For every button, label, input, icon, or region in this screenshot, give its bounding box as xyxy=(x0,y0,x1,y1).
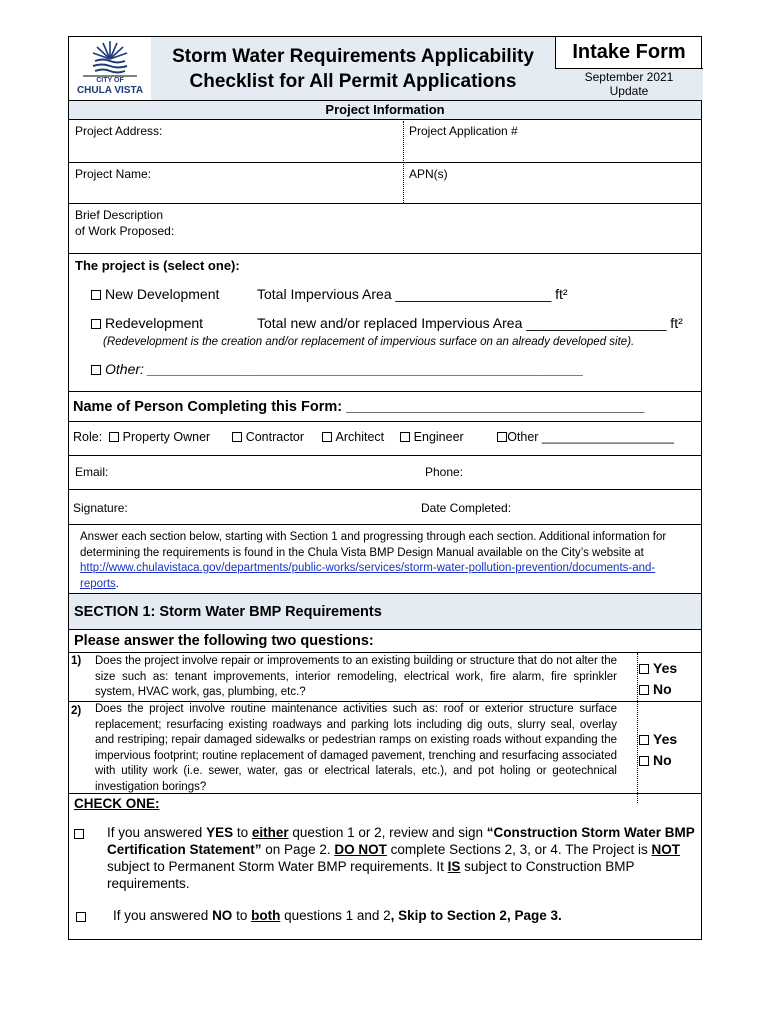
email-field[interactable] xyxy=(119,461,409,483)
bmp-manual-link[interactable]: http://www.chulavistaca.gov/departments/public-works/services/storm-water-pollution-prevention/documents-and-reports xyxy=(80,562,656,590)
date-completed-field[interactable] xyxy=(519,495,689,519)
role-contractor[interactable] xyxy=(232,430,304,444)
divider xyxy=(69,652,701,653)
text: If you answered xyxy=(107,825,207,840)
title-line-2: Checklist for All Permit Applications xyxy=(189,71,517,92)
new-development-checkbox[interactable] xyxy=(91,290,101,300)
redevelopment-label: Redevelopment xyxy=(105,315,204,331)
certification-title: “Construction Storm Water BMP Certification Statement” xyxy=(107,825,695,857)
role-option-label: Architect xyxy=(335,430,385,444)
role-checkbox[interactable] xyxy=(232,432,242,442)
project-name-field[interactable] xyxy=(149,180,399,202)
text: question 1 or 2, review and sign xyxy=(288,825,487,840)
question-2-text: Does the project involve routine maintenance activities such as: roof or exterior structure surface replacement; resurfacing existing roadways and parking lots including dig outs, slurry seal, overlay and restriping; repair damaged sidewalks or pedestrian ramps on existing roads without expanding the impervious footprint; routine replacement of damaged pavement, trenching and resurfacing associated with utility work (i.e. sewer, water, gas or electrical laterals, etc.), and pot holing or geotechnical investigation borings? xyxy=(95,703,617,793)
emphasis: NOT xyxy=(651,842,680,857)
text: questions 1 and 2 xyxy=(280,908,391,923)
yes-label: Yes xyxy=(653,731,678,747)
emphasis: DO NOT xyxy=(334,842,387,857)
section1-heading xyxy=(69,593,701,630)
emphasis: either xyxy=(251,825,289,840)
answer-divider xyxy=(637,653,638,803)
question-1-text: Does the project involve repair or improvements to an existing building or structure that do not alter the size such as: tenant improvements, interior remodeling, electrical work, fire alarm, fire sprinkler system, HVAC work, gas, plumbing, etc.? xyxy=(95,655,617,699)
question-1-number: 1) xyxy=(71,655,82,667)
option-2-checkbox-wrap[interactable] xyxy=(76,908,90,926)
divider xyxy=(69,391,701,392)
new-development-option[interactable] xyxy=(91,286,219,302)
divider xyxy=(69,162,701,163)
divider xyxy=(69,489,701,490)
apn-label: APN(s) xyxy=(409,167,448,181)
divider xyxy=(69,421,701,422)
role-checkbox[interactable] xyxy=(497,432,507,442)
form-type-box xyxy=(555,37,703,100)
text: subject to Construction BMP requirements. xyxy=(107,859,635,891)
option-2-text xyxy=(113,907,693,924)
role-other[interactable] xyxy=(497,430,674,444)
description-label-2: of Work Proposed: xyxy=(75,224,175,238)
city-logo xyxy=(69,37,152,100)
project-application-label: Project Application # xyxy=(409,124,518,138)
emphasis: NO xyxy=(212,908,233,923)
role-option-label: Other ___________________ xyxy=(507,430,675,444)
description-field[interactable] xyxy=(189,207,689,251)
question-2-no[interactable] xyxy=(639,750,672,771)
new-development-area: Total Impervious Area ____________________ ft² xyxy=(257,286,568,302)
project-type-prompt: The project is (select one): xyxy=(75,258,240,273)
project-application-field[interactable] xyxy=(414,137,684,161)
text: to xyxy=(232,908,252,923)
section1-title: SECTION 1: Storm Water BMP Requirements xyxy=(74,604,382,620)
option-1-checkbox[interactable] xyxy=(74,829,84,839)
role-label: Role: xyxy=(73,430,103,444)
text: complete Sections 2, 3, or 4. The Project is xyxy=(386,842,652,857)
check-one-label: CHECK ONE: xyxy=(74,796,160,811)
redevelopment-note: (Redevelopment is the creation and/or replacement of impervious surface on an already developed site). xyxy=(103,336,635,348)
yes-label: Yes xyxy=(653,660,678,676)
other-checkbox[interactable] xyxy=(91,365,101,375)
text: on Page 2. xyxy=(261,842,335,857)
section1-prompt: Please answer the following two questions: xyxy=(74,633,374,649)
emphasis: both xyxy=(251,908,281,923)
apn-field[interactable] xyxy=(414,180,684,202)
divider xyxy=(69,253,701,254)
role-row xyxy=(73,429,674,445)
email-label: Email: xyxy=(75,465,109,479)
option-2-checkbox[interactable] xyxy=(76,912,86,922)
divider xyxy=(69,203,701,204)
divider xyxy=(69,524,701,525)
instructions xyxy=(80,530,692,592)
update-line-2: Update xyxy=(609,84,649,98)
question-2-number: 2) xyxy=(71,705,82,717)
role-checkbox[interactable] xyxy=(109,432,119,442)
project-name-label: Project Name: xyxy=(75,167,152,181)
signature-label: Signature: xyxy=(73,501,128,515)
emphasis: , Skip to Section 2, Page 3. xyxy=(390,908,562,923)
q1-yes-checkbox[interactable] xyxy=(639,664,649,674)
question-1-no[interactable] xyxy=(639,679,672,700)
instructions-text: Answer each section below, starting with Section 1 and progressing through each section. Additional information for determining the requirements is found in the Chula Vista BMP Design Manual available on the City’s website at xyxy=(80,531,667,559)
project-information-heading: Project Information xyxy=(69,100,701,120)
role-architect[interactable] xyxy=(322,430,385,444)
date-completed-label: Date Completed: xyxy=(421,501,512,515)
signature-field[interactable] xyxy=(139,495,409,519)
form-title xyxy=(151,37,556,100)
title-line-1: Storm Water Requirements Applicability xyxy=(172,46,534,67)
option-1-checkbox-wrap[interactable] xyxy=(74,825,88,843)
project-address-label: Project Address: xyxy=(75,124,163,138)
no-label: No xyxy=(653,752,672,768)
instructions-end: . xyxy=(115,577,119,590)
redevelopment-option[interactable] xyxy=(91,315,203,331)
other-label: Other: ________________________________________________________ xyxy=(105,361,584,377)
question-1-yes[interactable] xyxy=(639,658,677,679)
role-checkbox[interactable] xyxy=(322,432,332,442)
phone-field[interactable] xyxy=(469,461,689,483)
update-date xyxy=(555,69,703,100)
role-option-label: Engineer xyxy=(413,430,464,444)
intake-form xyxy=(68,36,702,940)
role-property-owner[interactable] xyxy=(109,430,211,444)
role-option-label: Contractor xyxy=(245,430,305,444)
q2-yes-checkbox[interactable] xyxy=(639,735,649,745)
logo-city-of: CITY OF xyxy=(96,77,124,84)
redevelopment-area: Total new and/or replaced Impervious Area __________________ ft² xyxy=(257,315,683,331)
option-1-text xyxy=(107,824,695,892)
text: to xyxy=(233,825,252,840)
phone-label: Phone: xyxy=(425,465,464,479)
question-2-yes[interactable] xyxy=(639,729,677,750)
role-engineer[interactable] xyxy=(400,430,464,444)
emphasis: YES xyxy=(206,825,234,840)
text: subject to Permanent Storm Water BMP requirements. It xyxy=(107,859,448,874)
update-line-1: September 2021 xyxy=(584,70,674,84)
project-address-field[interactable] xyxy=(149,137,399,161)
new-development-label: New Development xyxy=(105,286,220,302)
logo-city-name: CHULA VISTA xyxy=(76,85,144,96)
role-checkbox[interactable] xyxy=(400,432,410,442)
q1-no-checkbox[interactable] xyxy=(639,685,649,695)
divider xyxy=(69,793,701,794)
redevelopment-checkbox[interactable] xyxy=(91,319,101,329)
emphasis: IS xyxy=(447,859,461,874)
person-name-label: Name of Person Completing this Form: _____________________________________ xyxy=(73,399,645,415)
no-label: No xyxy=(653,681,672,697)
description-label-1: Brief Description xyxy=(75,208,164,222)
other-option[interactable] xyxy=(91,361,584,377)
role-option-label: Property Owner xyxy=(122,430,211,444)
text: If you answered xyxy=(113,908,213,923)
intake-form-label: Intake Form xyxy=(555,37,703,69)
divider xyxy=(69,455,701,456)
q2-no-checkbox[interactable] xyxy=(639,756,649,766)
